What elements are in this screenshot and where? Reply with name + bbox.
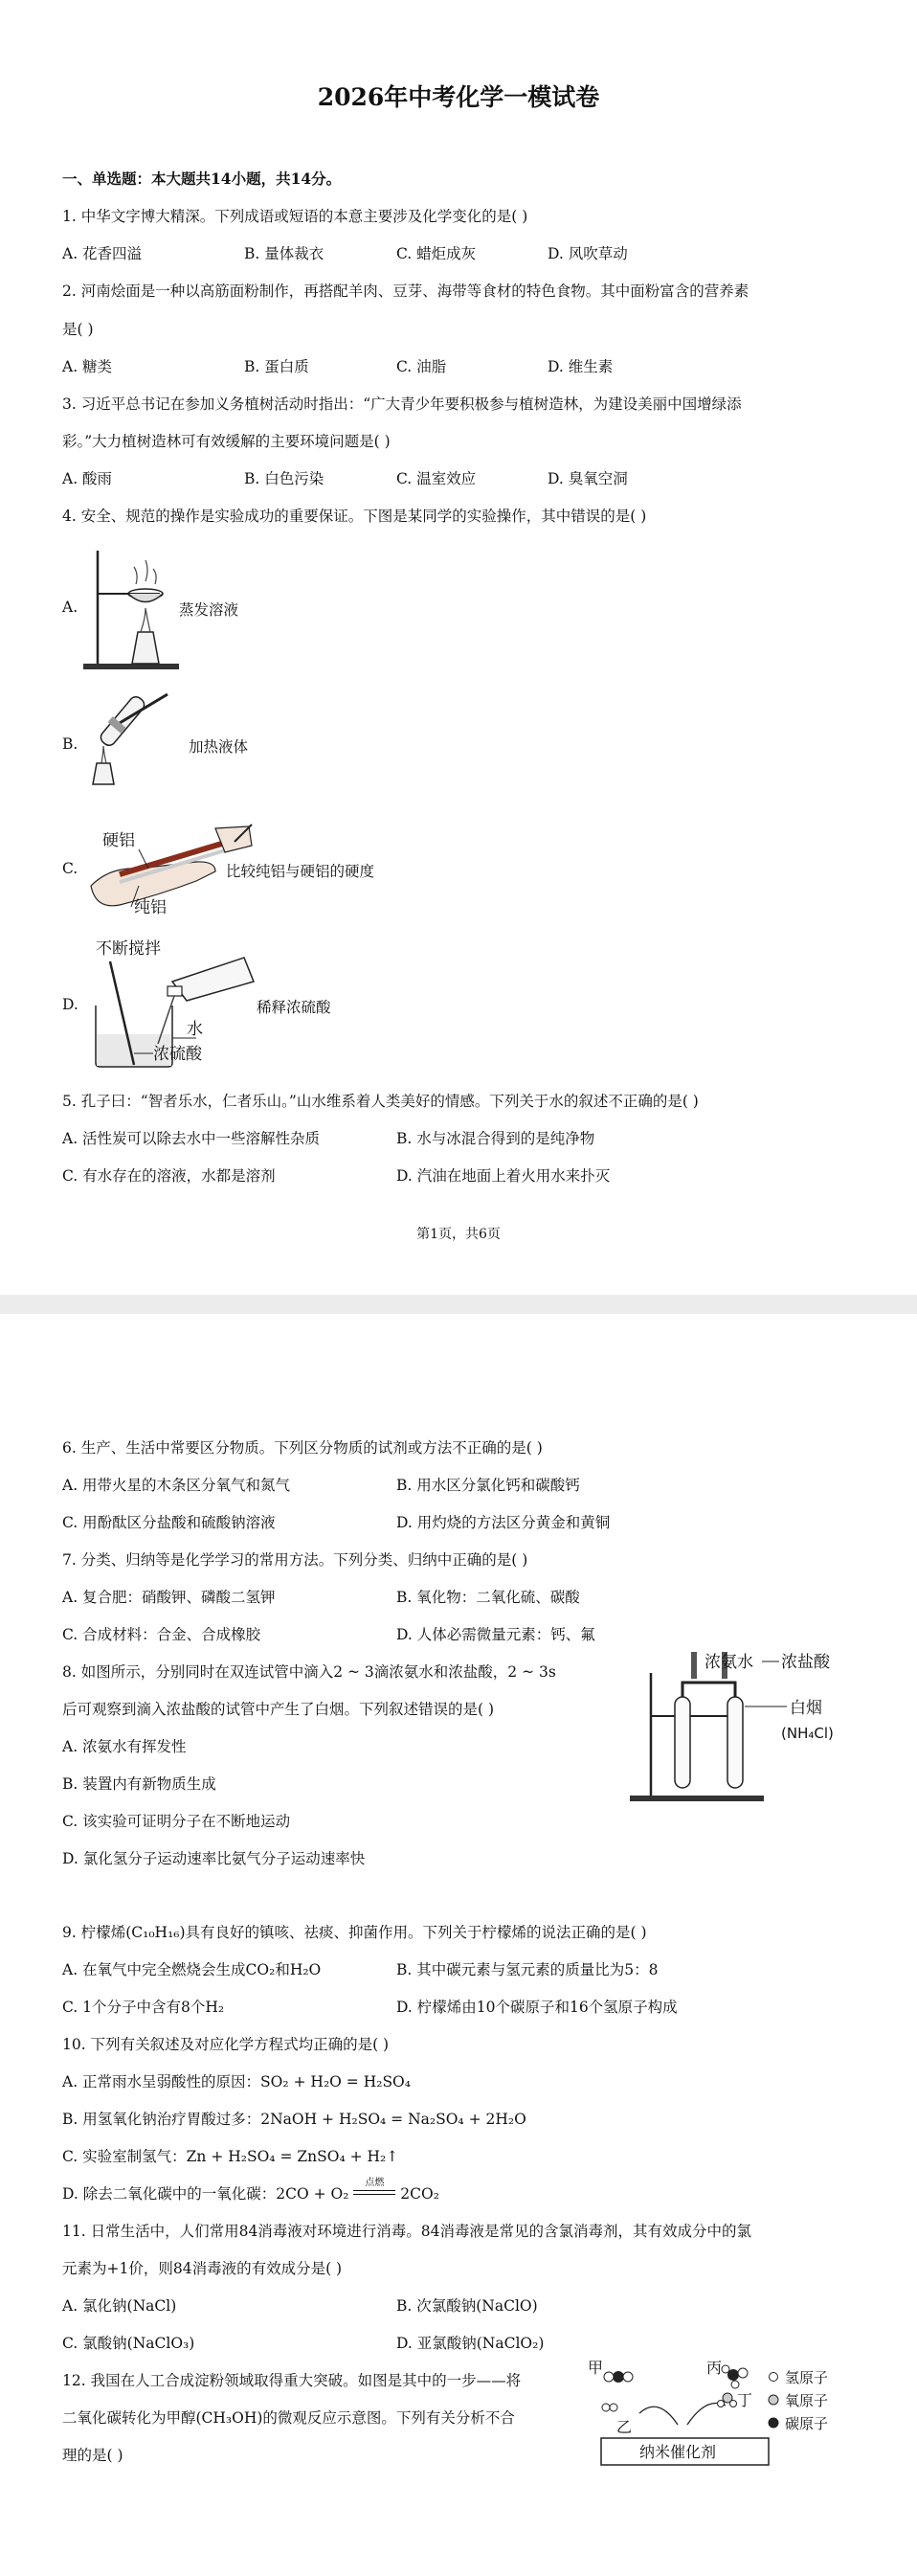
q5-option-c: C. 有水存在的溶液，水都是溶剂 <box>62 1167 276 1185</box>
q6-option-b: B. 用水区分氯化钙和碳酸钙 <box>396 1477 580 1494</box>
section-heading: 一、单选题：本大题共14小题，共14分。 <box>62 169 342 188</box>
q12-catalyst-label: 纳米催化剂 <box>639 2443 717 2461</box>
q7-option-a: A. 复合肥：硝酸钾、磷酸二氢钾 <box>62 1589 276 1606</box>
q7-option-d: D. 人体必需微量元素：钙、氟 <box>396 1626 595 1643</box>
q8-stem-line2: 后可观察到滴入浓盐酸的试管中产生了白烟。下列叙述错误的是( ) <box>62 1701 495 1718</box>
q2-option-a: A. 糖类 <box>62 358 113 375</box>
q11-option-d: D. 亚氯酸钠(NaClO₂) <box>396 2335 545 2352</box>
q6-option-a: A. 用带火星的木条区分氧气和氮气 <box>62 1477 291 1494</box>
q5-option-d: D. 汽油在地面上着火用水来扑灭 <box>396 1167 611 1185</box>
q2-option-c: C. 油脂 <box>396 358 447 375</box>
q12-label-ding: 丁 <box>737 2391 753 2409</box>
heating-liquid-image <box>81 685 177 790</box>
q11-stem-line2: 元素为+1价，则84消毒液的有效成分是( ) <box>62 2260 343 2277</box>
q8-option-d: D. 氯化氢分子运动速率比氨气分子运动速率快 <box>62 1850 366 1867</box>
q4-c-caption: 比较纯铝与硬铝的硬度 <box>226 863 375 880</box>
q5-option-a: A. 活性炭可以除去水中一些溶解性杂质 <box>62 1130 321 1147</box>
double-test-tube-image <box>622 1644 852 1807</box>
q12-legend-oxygen: 氧原子 <box>785 2392 829 2409</box>
q4-stem: 4. 安全、规范的操作是实验成功的重要保证。下图是某同学的实验操作，其中错误的是( ) <box>62 508 647 525</box>
q4-d-label-acid: 浓硫酸 <box>153 1045 202 1064</box>
q9-option-d: D. 柠檬烯由10个碳原子和16个氢原子构成 <box>396 1999 678 2016</box>
q1-option-b: B. 量体裁衣 <box>244 245 324 262</box>
q8-label-ammonia: 浓氨水 <box>705 1653 753 1672</box>
q12-legend-carbon: 碳原子 <box>785 2415 829 2432</box>
q5-option-b: B. 水与冰混合得到的是纯净物 <box>396 1130 595 1147</box>
q12-label-bing: 丙 <box>706 2359 723 2377</box>
evaporation-apparatus-image <box>78 541 184 675</box>
q12-legend-hydrogen: 氢原子 <box>785 2369 829 2386</box>
q4-c-label-hard-aluminum: 硬铝 <box>102 831 135 850</box>
q8-label-hcl: 浓盐酸 <box>781 1653 830 1672</box>
q6-option-c: C. 用酚酞区分盐酸和硫酸钠溶液 <box>62 1514 276 1531</box>
q9-stem: 9. 柠檬烯(C₁₀H₁₆)具有良好的镇咳、祛痰、抑菌作用。下列关于柠檬烯的说法正确的是( ) <box>62 1924 647 1941</box>
q2-option-b: B. 蛋白质 <box>244 358 309 375</box>
q8-option-b: B. 装置内有新物质生成 <box>62 1775 216 1793</box>
dilution-apparatus-image <box>81 938 258 1073</box>
q9-option-c: C. 1个分子中含有8个H₂ <box>62 1999 225 2016</box>
reaction-diagram-image <box>582 2358 860 2477</box>
exam-page-2 <box>0 1314 917 2576</box>
q3-option-a: A. 酸雨 <box>62 470 113 487</box>
page-title: 2026年中考化学一模试卷 <box>317 83 600 111</box>
q8-option-a: A. 浓氨水有挥发性 <box>62 1738 187 1755</box>
q8-option-c: C. 该实验可证明分子在不断地运动 <box>62 1813 291 1830</box>
q10-d-right: 2CO₂ <box>400 2185 439 2203</box>
q10-option-a: A. 正常雨水呈弱酸性的原因：SO₂ + H₂O = H₂SO₄ <box>62 2073 411 2090</box>
q12-label-yi: 乙 <box>616 2418 633 2436</box>
q5-stem: 5. 孔子曰：“智者乐水，仁者乐山。”山水维系着人类美好的情感。下列关于水的叙述不正确的是( ) <box>62 1093 699 1110</box>
q7-stem: 7. 分类、归纳等是化学学习的常用方法。下列分类、归纳中正确的是( ) <box>62 1551 528 1569</box>
q2-stem-line1: 2. 河南烩面是一种以高筋面粉制作，再搭配羊肉、豆芽、海带等食材的特色食物。其中面粉富含的营养素 <box>62 282 749 300</box>
q12-stem-line3: 理的是( ) <box>62 2447 123 2464</box>
q12-stem-line1: 12. 我国在人工合成淀粉领域取得重大突破。如图是其中的一步——将 <box>62 2372 522 2389</box>
q8-label-nh4cl: (NH₄Cl) <box>781 1725 834 1742</box>
q12-label-jia: 甲 <box>588 2359 604 2377</box>
q1-option-a: A. 花香四溢 <box>62 245 143 262</box>
q7-option-c: C. 合成材料：合金、合成橡胶 <box>62 1626 261 1643</box>
q3-option-c: C. 温室效应 <box>396 470 477 487</box>
q6-option-d: D. 用灼烧的方法区分黄金和黄铜 <box>396 1514 611 1531</box>
q9-option-b: B. 其中碳元素与氢元素的质量比为5：8 <box>396 1961 659 1978</box>
q11-stem-line1: 11. 日常生活中，人们常用84消毒液对环境进行消毒。84消毒液是常见的含氯消毒剂，其有效成分中的氯 <box>62 2223 752 2240</box>
q4-d-letter: D. <box>62 996 78 1013</box>
q4-b-caption: 加热液体 <box>189 738 249 756</box>
q8-label-smoke: 白烟 <box>790 1699 822 1718</box>
q4-b-letter: B. <box>62 735 78 753</box>
q10-d-left: D. 除去二氧化碳中的一氧化碳：2CO + O₂ <box>62 2185 349 2203</box>
q6-stem: 6. 生产、生活中常要区分物质。下列区分物质的试剂或方法不正确的是( ) <box>62 1439 543 1457</box>
q4-d-caption: 稀释浓硫酸 <box>257 999 331 1016</box>
q4-a-caption: 蒸发溶液 <box>179 601 239 619</box>
q4-c-label-pure-aluminum: 纯铝 <box>134 898 167 915</box>
q11-option-a: A. 氯化钠(NaCl) <box>62 2297 177 2315</box>
q10-d-condition: 点燃 <box>365 2178 385 2188</box>
q3-stem-line1: 3. 习近平总书记在参加义务植树活动时指出：“广大青少年要积极参与植树造林，为建设美丽中国增绿添 <box>62 395 742 413</box>
q2-stem-line2: 是( ) <box>62 321 94 338</box>
q3-option-b: B. 白色污染 <box>244 470 324 487</box>
q12-stem-line2: 二氧化碳转化为甲醇(CH₃OH)的微观反应示意图。下列有关分析不合 <box>62 2409 515 2427</box>
q1-option-c: C. 蜡炬成灰 <box>396 245 477 262</box>
q10-option-b: B. 用氢氧化钠治疗胃酸过多：2NaOH + H₂SO₄ = Na₂SO₄ + 2H₂O <box>62 2111 526 2128</box>
q8-stem-line1: 8. 如图所示，分别同时在双连试管中滴入2 ~ 3滴浓氨水和浓盐酸，2 ~ 3s <box>62 1663 556 1681</box>
q9-option-a: A. 在氧气中完全燃烧会生成CO₂和H₂O <box>62 1961 322 1978</box>
q11-option-b: B. 次氯酸钠(NaClO) <box>396 2297 538 2315</box>
q4-d-label-water: 水 <box>187 1020 203 1039</box>
q7-option-b: B. 氧化物：二氧化硫、碳酸 <box>396 1589 580 1606</box>
q3-stem-line2: 彩。”大力植树造林可有效缓解的主要环境问题是( ) <box>62 433 391 450</box>
q10-option-d <box>62 2178 439 2203</box>
page-footer: 第1页，共6页 <box>416 1227 501 1242</box>
q4-d-label-stir: 不断搅拌 <box>96 939 161 959</box>
q10-d-arrow <box>353 2178 395 2195</box>
q10-option-c: C. 实验室制氢气：Zn + H₂SO₄ = ZnSO₄ + H₂↑ <box>62 2148 399 2165</box>
q10-stem: 10. 下列有关叙述及对应化学方程式均正确的是( ) <box>62 2036 390 2053</box>
q1-stem: 1. 中华文字博大精深。下列成语或短语的本意主要涉及化学变化的是( ) <box>62 208 528 225</box>
q4-a-letter: A. <box>62 599 78 616</box>
q3-option-d: D. 臭氧空洞 <box>548 470 628 487</box>
q4-c-letter: C. <box>62 860 78 877</box>
q1-option-d: D. 风吹草动 <box>548 245 628 262</box>
q2-option-d: D. 维生素 <box>548 358 614 375</box>
q11-option-c: C. 氯酸钠(NaClO₃) <box>62 2335 195 2352</box>
